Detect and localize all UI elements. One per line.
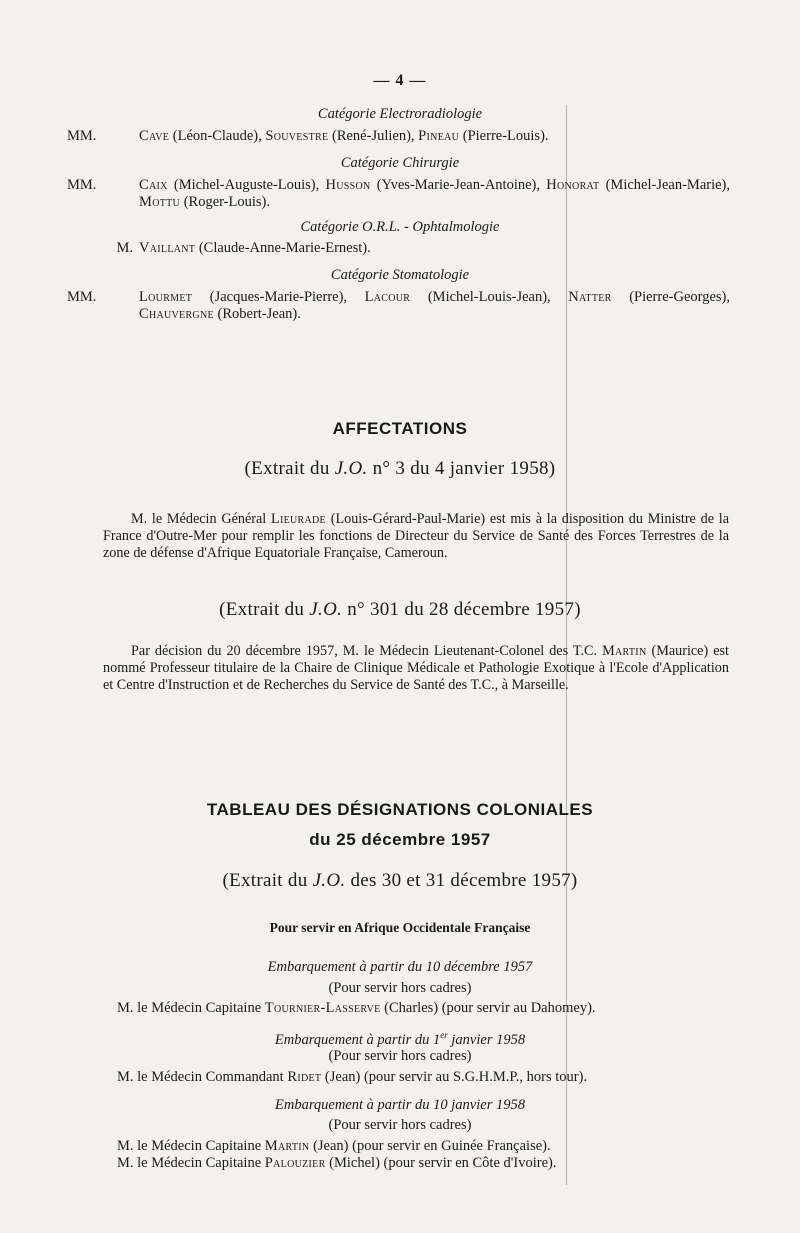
- extract-pre: (Extrait du: [219, 599, 310, 620]
- surname: Chauvergne: [139, 306, 214, 322]
- entry-text: M. le Médecin Commandant: [117, 1069, 288, 1085]
- given-names: (Jacques-Marie-Pierre),: [192, 289, 365, 305]
- surname: Ridet: [287, 1069, 322, 1085]
- prefix-mm: MM.: [67, 289, 97, 305]
- given-names: (Pierre-Louis).: [459, 128, 549, 144]
- surname: Martin: [602, 643, 647, 659]
- surname: Martin: [264, 1138, 310, 1154]
- para-text: M. le Médecin Général: [131, 511, 271, 527]
- subheading-aof: Pour servir en Afrique Occidentale Française: [269, 920, 531, 935]
- category-heading-stomatologie: Catégorie Stomatologie: [330, 267, 470, 283]
- surname: Souvestre: [265, 128, 329, 144]
- embark-sup: er: [440, 1030, 448, 1040]
- entry-text: (Jean) (pour servir en Guinée Française).: [309, 1138, 551, 1154]
- entry-text: (Michel) (pour servir en Côte d'Ivoire).: [325, 1155, 557, 1171]
- embark-date-1: Embarquement à partir du 10 décembre 1957: [267, 959, 533, 975]
- given-names: (Léon-Claude),: [169, 128, 266, 144]
- given-names: (Pierre-Georges),: [611, 289, 730, 305]
- embark-date-2: [0, 1027, 800, 1049]
- section-title-affectations: AFFECTATIONS: [332, 419, 468, 438]
- embark-note-2: (Pour servir hors cadres): [328, 1048, 472, 1064]
- surname: Palouzier: [264, 1155, 326, 1171]
- category-list-stomatologie: [67, 289, 730, 323]
- given-names: (Yves-Marie-Jean-Antoine),: [370, 177, 547, 193]
- designation-entry: [117, 1069, 587, 1086]
- entry-text: M. le Médecin Capitaine: [117, 1155, 265, 1171]
- extract-pre: (Extrait du: [244, 458, 335, 479]
- extract-jo: J.O.: [334, 458, 368, 479]
- surname: Lourmet: [139, 289, 193, 305]
- category-heading-electroradiologie: Catégorie Electroradiologie: [317, 106, 483, 122]
- section-date: du 25 décembre 1957: [309, 830, 491, 849]
- extract-post: n° 3 du 4 janvier 1958): [367, 458, 556, 479]
- paragraph-martin-maurice: [103, 643, 729, 694]
- category-list-orl: [103, 240, 730, 257]
- para-text: Par décision du 20 décembre 1957, M. le Médecin Lieutenant-Colonel des T.C.: [131, 643, 603, 659]
- page-number: — 4 —: [373, 72, 427, 89]
- category-list-electroradiologie: [67, 128, 730, 145]
- extract-heading-jo-301: [0, 601, 800, 618]
- category-list-chirurgie: [67, 177, 731, 211]
- embark-date-3: Embarquement à partir du 10 janvier 1958: [275, 1097, 525, 1113]
- given-names: (Michel-Jean-Marie),: [599, 177, 731, 193]
- extract-jo: J.O.: [309, 599, 343, 620]
- surname: Pineau: [418, 128, 460, 144]
- paragraph-lieurade: [103, 511, 729, 562]
- embark-text: janvier 1958: [447, 1031, 526, 1048]
- designation-entry: [117, 1155, 556, 1172]
- category-heading-chirurgie: Catégorie Chirurgie: [340, 155, 460, 171]
- prefix-m: M.: [116, 240, 133, 256]
- surname: Caix: [139, 177, 168, 193]
- entry-text: (Charles) (pour servir au Dahomey).: [380, 1000, 596, 1016]
- entry-text: (Jean) (pour servir au S.G.H.M.P., hors tour).: [321, 1069, 588, 1085]
- prefix-mm: MM.: [67, 128, 97, 144]
- given-names: (Roger-Louis).: [180, 194, 270, 210]
- designation-entry: [117, 1000, 596, 1017]
- extract-post: n° 301 du 28 décembre 1957): [342, 599, 581, 620]
- extract-pre: (Extrait du: [222, 870, 313, 891]
- surname: Cave: [139, 128, 170, 144]
- given-names: (Michel-Auguste-Louis),: [167, 177, 326, 193]
- section-title-tableau: TABLEAU DES DÉSIGNATIONS COLONIALES: [206, 800, 594, 819]
- category-heading-orl: Catégorie O.R.L. - Ophtalmologie: [300, 219, 500, 235]
- surname: Honorat: [546, 177, 600, 193]
- extract-heading-jo-3: [0, 460, 800, 477]
- surname: Husson: [325, 177, 371, 193]
- given-names: (Robert-Jean).: [213, 306, 301, 322]
- embark-note-1: (Pour servir hors cadres): [328, 980, 472, 996]
- surname: Lacour: [364, 289, 411, 305]
- para-text: (Maurice) est nommé Professeur titulaire de la Chaire de Clinique Médicale et Pathologie Exotique à l'Ecole d'Application et Centre d'Instruction et de Recherches du Service de Santé des T.C., à Marseille.: [103, 643, 729, 693]
- entry-text: M. le Médecin Capitaine: [117, 1000, 265, 1016]
- given-names: (Michel-Louis-Jean),: [410, 289, 569, 305]
- surname: Vaillant: [139, 240, 196, 256]
- surname: Tournier-Lasserve: [264, 1000, 381, 1016]
- prefix-mm: MM.: [67, 177, 97, 193]
- extract-jo: J.O.: [312, 870, 346, 891]
- extract-post: des 30 et 31 décembre 1957): [345, 870, 578, 891]
- extract-heading-jo-30-31: [0, 872, 800, 889]
- designation-entry: [117, 1138, 551, 1155]
- given-names: (Claude-Anne-Marie-Ernest).: [195, 240, 371, 256]
- entry-text: M. le Médecin Capitaine: [117, 1138, 265, 1154]
- given-names: (René-Julien),: [328, 128, 419, 144]
- embark-text: Embarquement à partir du 1: [274, 1031, 441, 1048]
- embark-note-3: (Pour servir hors cadres): [328, 1117, 472, 1133]
- surname: Natter: [568, 289, 612, 305]
- para-text: (Louis-Gérard-Paul-Marie) est mis à la disposition du Ministre de la France d'Outre-Mer pour remplir les fonctions de Directeur du Service de Santé des Forces Terrestres de la zone de défense d'Afrique Equatoriale Française, Cameroun.: [103, 511, 729, 561]
- surname: Mottu: [139, 194, 181, 210]
- surname: Lieurade: [271, 511, 326, 527]
